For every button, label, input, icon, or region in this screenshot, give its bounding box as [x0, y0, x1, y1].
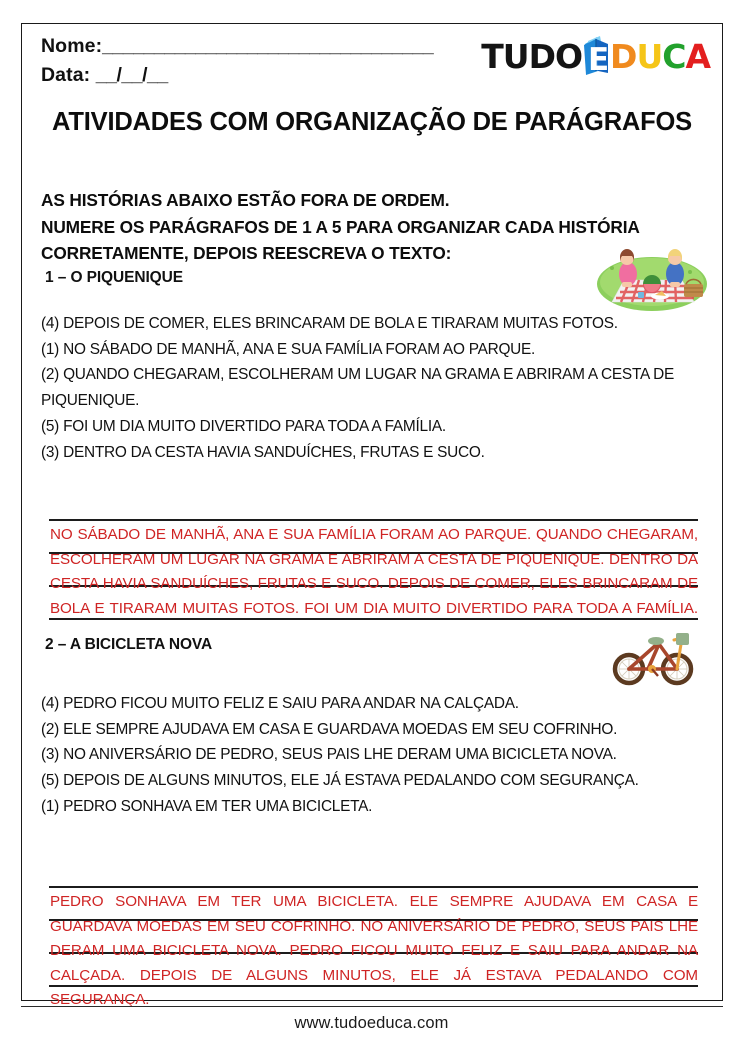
student-header: [22, 24, 722, 96]
story-2-item-1[interactable]: (4) PEDRO FICOU MUITO FELIZ E SAIU PARA ANDAR NA CALÇADA.: [41, 695, 519, 712]
date-label: Data:: [41, 64, 91, 86]
story-2-answer-text[interactable]: PEDRO SONHAVA EM TER UMA BICICLETA. ELE SEMPRE AJUDAVA EM CASA E GUARDAVA MOEDAS EM SEU COFRINHO. NO ANIVERSÁRIO DE PEDRO, SEUS PAIS LHE DERAM UMA BICICLETA NOVA. PEDRO FICOU MUITO FELIZ E SAIU PARA ANDAR NA CALÇADA. DEPOIS DE ALGUNS MINUTOS, ELE JÁ ESTAVA PEDALANDO COM SEGURANÇA.: [50, 893, 698, 1009]
story-2-item-2[interactable]: (2) ELE SEMPRE AJUDAVA EM CASA E GUARDAVA MOEDAS EM SEU COFRINHO.: [41, 720, 618, 738]
footer-divider: [21, 1006, 723, 1007]
instruction-line-2: NUMERE OS PARÁGRAFOS DE 1 A 5 PARA ORGANIZAR CADA HISTÓRIA: [41, 216, 640, 237]
answer-rule: [49, 519, 698, 521]
story-2-scrambled-list: [41, 691, 706, 820]
story-2-item-3[interactable]: (3) NO ANIVERSÁRIO DE PEDRO, SEUS PAIS LHE DERAM UMA BICICLETA NOVA.: [41, 746, 617, 764]
story-1-heading: 1 – O PIQUENIQUE: [45, 269, 183, 286]
story-1-item-3[interactable]: (2) QUANDO CHEGARAM, ESCOLHERAM UM LUGAR NA GRAMA E ABRIRAM A CESTA DE PIQUENIQUE.: [41, 366, 675, 410]
name-field-row: [41, 35, 433, 58]
story-2-answer-area[interactable]: [49, 881, 698, 1013]
tudoeduca-logo: [481, 32, 710, 80]
footer-website: www.tudoeduca.com: [294, 1014, 449, 1032]
worksheet-frame: [21, 23, 723, 1009]
answer-rule: [49, 886, 698, 888]
story-1-answer-text[interactable]: NO SÁBADO DE MANHÃ, ANA E SUA FAMÍLIA FORAM AO PARQUE. QUANDO CHEGARAM, ESCOLHERAM UM LUGAR NA GRAMA E ABRIRAM A CESTA DE PIQUENIQUE. DENTRO DA CESTA HAVIA SANDUÍCHES, FRUTAS E SUCO. DEPOIS DE COMER, ELES BRINCARAM DE BOLA E TIRARAM MUITAS FOTOS. FOI UM DIA MUITO DIVERTIDO PARA TODA A FAMÍLIA.: [50, 526, 698, 617]
story-2-item-5[interactable]: (1) PEDRO SONHAVA EM TER UMA BICICLETA.: [41, 797, 373, 815]
logo-letter-a: A: [685, 36, 710, 76]
logo-letter-d: D: [610, 36, 637, 76]
book-icon: [581, 35, 611, 77]
page-title: ATIVIDADES COM ORGANIZAÇÃO DE PARÁGRAFOS: [52, 108, 692, 136]
logo-letter-c: C: [662, 36, 686, 76]
instruction-line-1: AS HISTÓRIAS ABAIXO ESTÃO FORA DE ORDEM.: [41, 190, 450, 210]
name-blank-line[interactable]: ________________________________: [102, 35, 434, 57]
story-2-item-4[interactable]: (5) DEPOIS DE ALGUNS MINUTOS, ELE JÁ ESTAVA PEDALANDO COM SEGURANÇA.: [41, 772, 639, 790]
story-1-item-2[interactable]: (1) NO SÁBADO DE MANHÃ, ANA E SUA FAMÍLIA FORAM AO PARQUE.: [41, 340, 536, 358]
story-2-heading: 2 – A BICICLETA NOVA: [45, 636, 213, 653]
story-1-item-4[interactable]: (5) FOI UM DIA MUITO DIVERTIDO PARA TODA A FAMÍLIA.: [41, 417, 446, 435]
bicycle-illustration: [612, 624, 694, 686]
story-1-scrambled-list: [41, 311, 706, 465]
logo-letter-e: E: [588, 42, 609, 78]
story-1-answer-area[interactable]: [49, 514, 698, 646]
logo-letter-u: U: [636, 36, 663, 76]
date-blank-line[interactable]: __/__/__: [95, 64, 168, 86]
date-field-row: [41, 64, 168, 87]
picnic-illustration: [594, 242, 710, 314]
name-label: Nome:: [41, 35, 103, 57]
story-1-item-1[interactable]: (4) DEPOIS DE COMER, ELES BRINCARAM DE BOLA E TIRARAM MUITAS FOTOS.: [41, 315, 618, 332]
logo-text-tudo: TUDO: [481, 36, 583, 76]
story-1-item-5[interactable]: (3) DENTRO DA CESTA HAVIA SANDUÍCHES, FRUTAS E SUCO.: [41, 443, 485, 461]
instruction-line-3: CORRETAMENTE, DEPOIS REESCREVA O TEXTO:: [41, 243, 452, 263]
